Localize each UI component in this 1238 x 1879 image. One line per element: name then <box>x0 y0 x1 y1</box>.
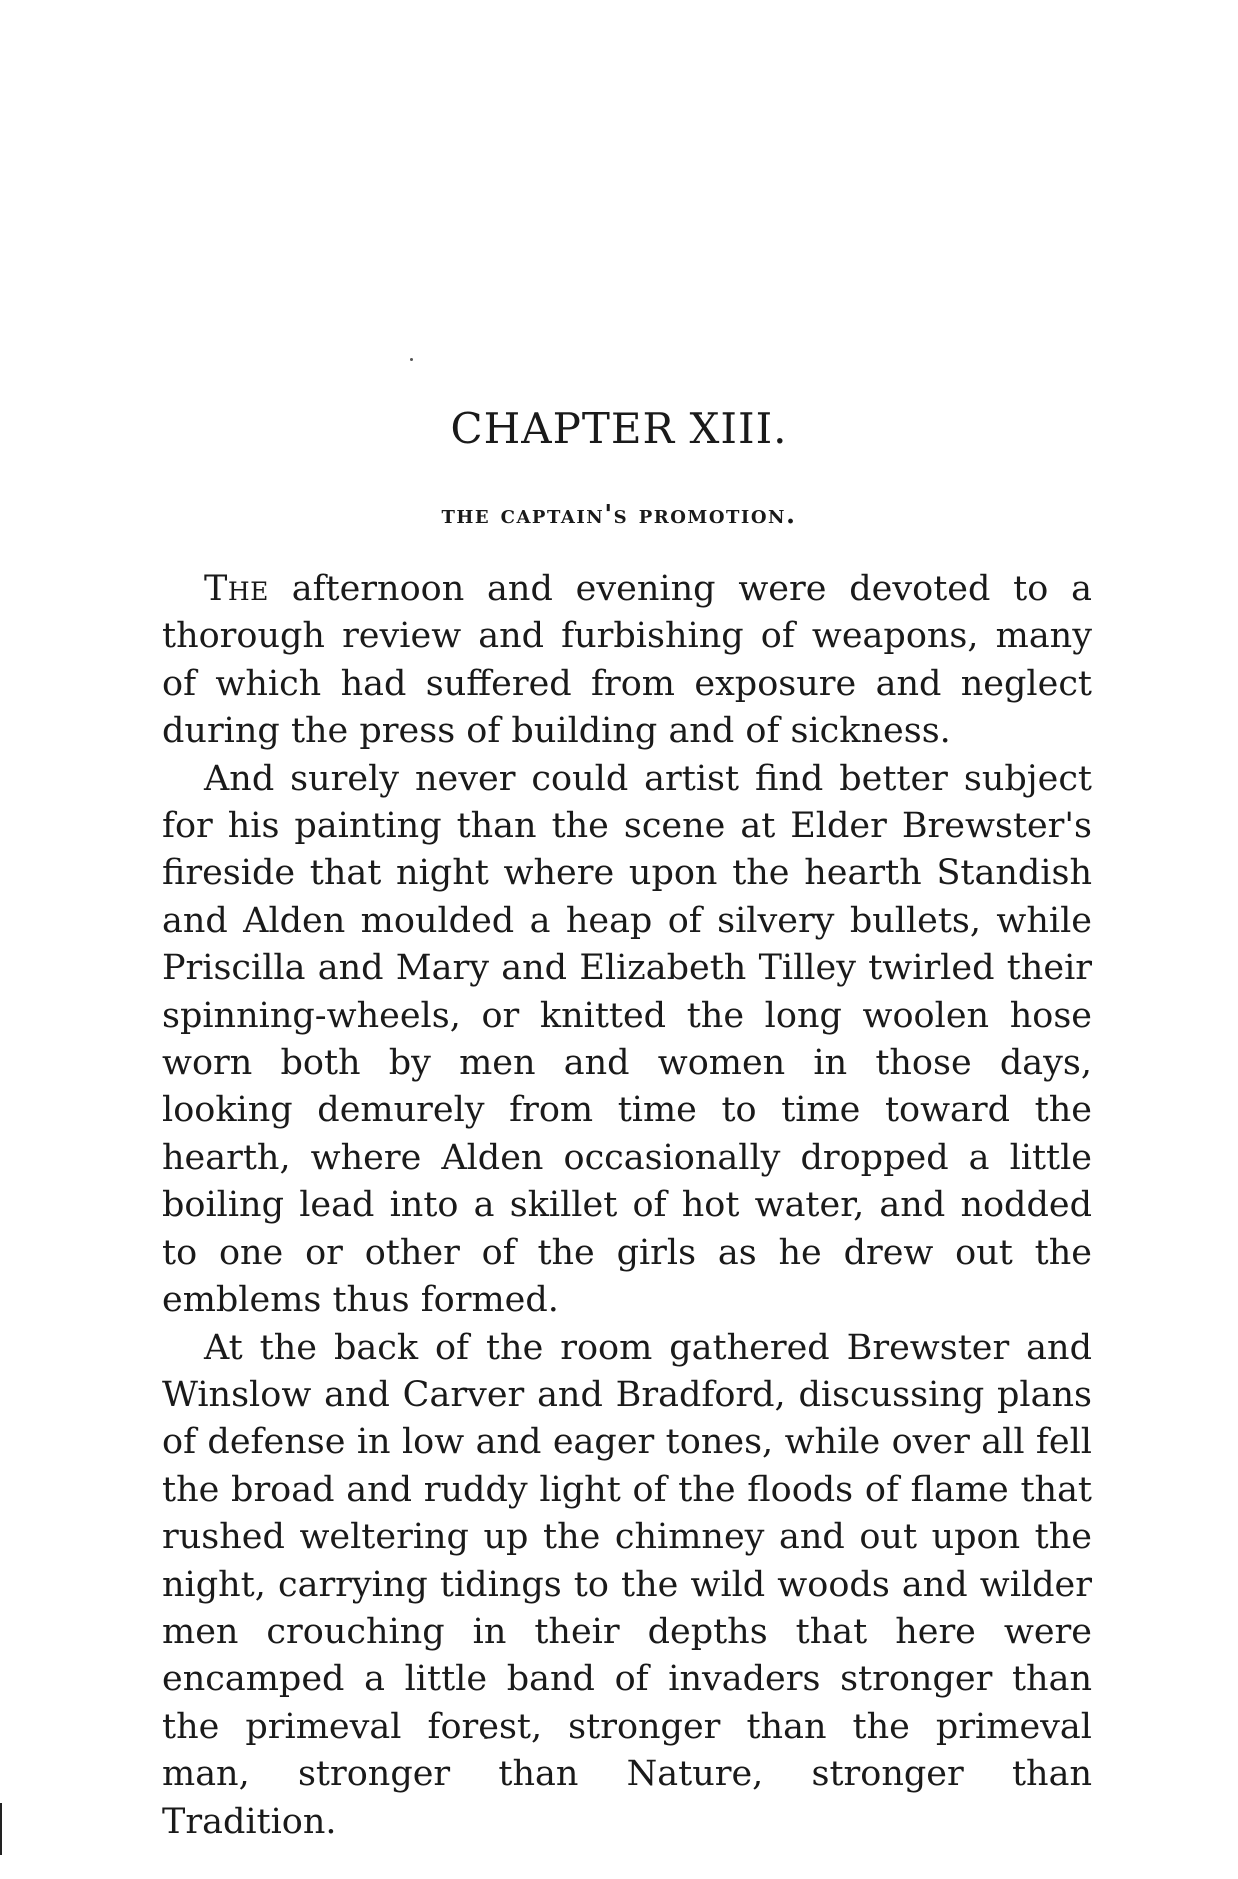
paragraph-lead-word: The <box>204 569 269 609</box>
paragraph: At the back of the room gathered Brewster and Winslow and Carver and Bradford, discussing plans of defense in low and eager tones, while over all fell the broad and ruddy light of the floods of flame that rushed weltering up the chimney and out upon the night, carrying tidings to the wild woods and wilder men crouching in their depths that here were encamped a little band of invaders stronger than the primeval forest, stronger than the primeval man, stronger than Nature, stronger than Tradition. <box>162 1327 1092 1842</box>
paragraph-text: afternoon and evening were devoted to a thorough review and furbishing of weapons, many of which had suffered from exposure and neglect during the press of building and of sickness. <box>162 569 1092 752</box>
chapter-title: CHAPTER XIII. <box>450 404 788 453</box>
paper-speck <box>410 358 413 361</box>
scan-edge-mark <box>0 1803 2 1855</box>
chapter-text <box>162 566 1092 1846</box>
chapter-subtitle: the captain's promotion. <box>441 500 797 530</box>
paragraph <box>162 566 1092 756</box>
paragraph: And surely never could artist find better subject for his painting than the scene at Elder Brewster's fireside that night where upon the hearth Standish and Alden moulded a heap of silvery bullets, while Priscilla and Mary and Elizabeth Tilley twirled their spinning-wheels, or knitted the long woolen hose worn both by men and women in those days, looking demurely from time to time toward the hearth, where Alden occasionally dropped a little boiling lead into a skillet of hot water, and nodded to one or other of the girls as he drew out the emblems thus formed. <box>162 758 1092 1321</box>
